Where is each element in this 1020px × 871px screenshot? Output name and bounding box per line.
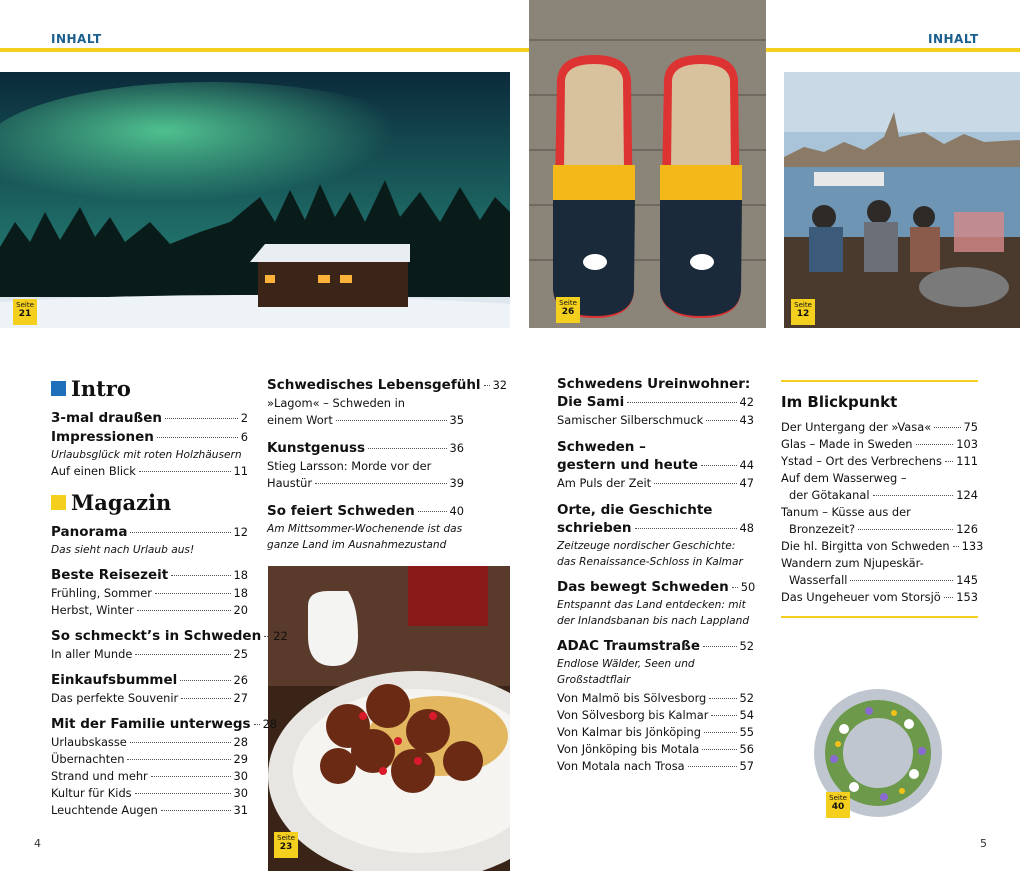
toc-entry[interactable]: Leuchtende Augen 31 bbox=[51, 803, 248, 817]
toc-entry[interactable]: Wasserfall 145 bbox=[789, 573, 978, 587]
section-magazin-heading: Magazin bbox=[51, 490, 248, 515]
toc-subtitle: Zeitzeuge nordischer Geschichte: das Renaissance-Schloss in Kalmar bbox=[557, 540, 743, 568]
toc-entry[interactable]: Schwedisches Lebensgefühl 32 bbox=[267, 377, 508, 393]
toc-entry[interactable]: Übernachten 29 bbox=[51, 752, 248, 766]
header-rule-left bbox=[0, 48, 529, 52]
toc-entry[interactable]: Das bewegt Schweden 50 bbox=[557, 579, 756, 595]
toc-subtitle: Entspannt das Land entdecken: mit der Inlandsbanan bis nach Lappland bbox=[557, 599, 750, 627]
toc-entry[interactable]: Das Ungeheuer vom Storsjö 153 bbox=[781, 590, 978, 604]
photo-slippers bbox=[529, 0, 766, 328]
toc-entry[interactable]: Von Kalmar bis Jönköping 55 bbox=[557, 725, 754, 739]
toc-entry[interactable]: Haustür 39 bbox=[267, 476, 464, 490]
toc-subtitle: Am Mittsommer-Wochenende ist das ganze Land im Ausnahmezustand bbox=[267, 523, 463, 551]
toc-entry[interactable]: Die hl. Birgitta von Schweden 133 bbox=[781, 539, 984, 553]
toc-subtitle: Das sieht nach Urlaub aus! bbox=[51, 544, 195, 556]
toc-entry[interactable]: Panorama 12 bbox=[51, 524, 248, 540]
toc-entry[interactable]: Beste Reisezeit 18 bbox=[51, 567, 248, 583]
toc-entry[interactable]: der Götakanal 124 bbox=[789, 488, 978, 502]
page-number-left: 4 bbox=[34, 837, 41, 850]
toc-entry[interactable]: Von Malmö bis Sölvesborg 52 bbox=[557, 691, 754, 705]
blickpunkt-bottom-rule bbox=[781, 616, 978, 618]
toc-entry-line[interactable]: Orte, die Geschichte bbox=[557, 502, 713, 518]
toc-column-4 bbox=[781, 380, 984, 618]
toc-entry[interactable]: gestern und heute 44 bbox=[557, 457, 754, 473]
toc-entry[interactable]: Der Untergang der »Vasa« 75 bbox=[781, 420, 978, 434]
toc-entry[interactable]: ADAC Traumstraße 52 bbox=[557, 638, 754, 654]
page-badge-23: Seite 23 bbox=[274, 832, 298, 858]
toc-entry-line[interactable]: Schweden – bbox=[557, 439, 646, 455]
toc-entry[interactable]: 3-mal draußen 2 bbox=[51, 410, 248, 426]
toc-entry[interactable]: Kultur für Kids 30 bbox=[51, 786, 248, 800]
toc-entry[interactable]: Herbst, Winter 20 bbox=[51, 603, 248, 617]
toc-entry[interactable]: Mit der Familie unterwegs 28 bbox=[51, 716, 278, 732]
blickpunkt-top-rule bbox=[781, 380, 978, 382]
header-rule-right bbox=[766, 48, 1020, 52]
toc-entry[interactable]: Einkaufsbummel 26 bbox=[51, 672, 248, 688]
toc-entry-line[interactable]: Schwedens Ureinwohner: bbox=[557, 376, 751, 392]
toc-entry-line[interactable]: Auf dem Wasserweg – bbox=[781, 471, 907, 485]
header-right-label: INHALT bbox=[928, 32, 979, 46]
toc-entry[interactable]: Von Motala nach Trosa 57 bbox=[557, 759, 754, 773]
toc-entry[interactable]: In aller Munde 25 bbox=[51, 647, 248, 661]
toc-entry-line[interactable]: Stieg Larsson: Morde vor der bbox=[267, 459, 432, 473]
toc-entry[interactable]: Bronzezeit? 126 bbox=[789, 522, 978, 536]
photo-stockholm-terrace bbox=[784, 72, 1020, 328]
toc-entry[interactable]: Urlaubskasse 28 bbox=[51, 735, 248, 749]
toc-subtitle: Urlaubsglück mit roten Holzhäusern bbox=[51, 449, 242, 461]
toc-entry[interactable]: Frühling, Sommer 18 bbox=[51, 586, 248, 600]
photo-meatballs bbox=[268, 566, 510, 871]
page-badge-40: Seite 40 bbox=[826, 792, 850, 818]
toc-entry[interactable]: Glas – Made in Sweden 103 bbox=[781, 437, 978, 451]
section-blickpunkt-heading: Im Blickpunkt bbox=[781, 393, 898, 411]
toc-entry[interactable]: Die Sami 42 bbox=[557, 394, 754, 410]
toc-column-2 bbox=[267, 376, 508, 559]
section-intro-heading: Intro bbox=[51, 376, 248, 401]
photo-aurora-cabin bbox=[0, 72, 510, 328]
toc-entry-line[interactable]: Wandern zum Njupeskär- bbox=[781, 556, 924, 570]
intro-square-icon bbox=[51, 381, 66, 396]
page-number-right: 5 bbox=[980, 837, 987, 850]
page-badge-21: Seite 21 bbox=[13, 299, 37, 325]
toc-entry[interactable]: schrieben 48 bbox=[557, 520, 754, 536]
toc-entry[interactable]: Strand und mehr 30 bbox=[51, 769, 248, 783]
toc-subtitle: Endlose Wälder, Seen und Großstadtflair bbox=[557, 658, 695, 686]
toc-entry[interactable]: Impressionen 6 bbox=[51, 429, 248, 445]
toc-column-3 bbox=[557, 376, 754, 781]
toc-entry[interactable]: Am Puls der Zeit 47 bbox=[557, 476, 754, 490]
page-badge-12: Seite 12 bbox=[791, 299, 815, 325]
toc-entry[interactable]: Von Jönköping bis Motala 56 bbox=[557, 742, 754, 756]
toc-entry[interactable]: Auf einen Blick 11 bbox=[51, 464, 248, 478]
toc-entry[interactable]: So schmeckt’s in Schweden 22 bbox=[51, 628, 288, 644]
toc-entry-line[interactable]: »Lagom« – Schweden in bbox=[267, 396, 405, 410]
toc-column-1 bbox=[51, 376, 288, 825]
toc-entry[interactable]: Von Sölvesborg bis Kalmar 54 bbox=[557, 708, 754, 722]
toc-entry[interactable]: einem Wort 35 bbox=[267, 413, 464, 427]
toc-entry[interactable]: Samischer Silberschmuck 43 bbox=[557, 413, 754, 427]
toc-entry[interactable]: Kunstgenuss 36 bbox=[267, 440, 464, 456]
magazin-square-icon bbox=[51, 495, 66, 510]
toc-entry[interactable]: Ystad – Ort des Verbrechens 111 bbox=[781, 454, 978, 468]
toc-entry-line[interactable]: Tanum – Küsse aus der bbox=[781, 505, 911, 519]
toc-entry[interactable]: Das perfekte Souvenir 27 bbox=[51, 691, 248, 705]
header-left-label: INHALT bbox=[51, 32, 102, 46]
toc-entry[interactable]: So feiert Schweden 40 bbox=[267, 503, 464, 519]
page-badge-26: Seite 26 bbox=[556, 297, 580, 323]
